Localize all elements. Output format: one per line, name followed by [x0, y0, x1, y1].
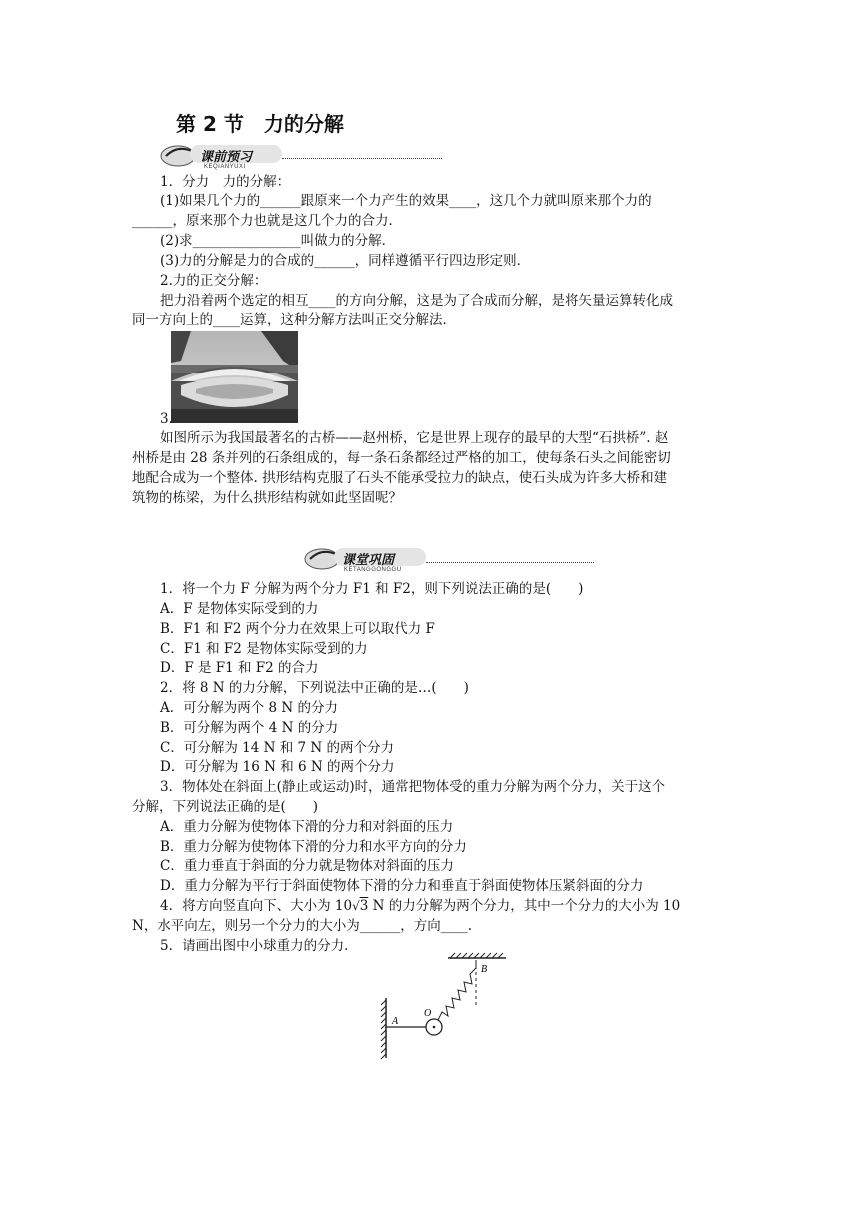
- option: B．F1 和 F2 两个分力在效果上可以取代力 F: [160, 621, 435, 637]
- preview-line: 把力沿着两个选定的相互____的方向分解，这是为了合成而分解，是将矢量运算转化成: [160, 293, 673, 309]
- label-b: B: [481, 964, 488, 975]
- preview-line: 州桥是由 28 条并列的石条组成的，每一条石条都经过严格的加工，使每条石头之间能密切: [132, 450, 671, 466]
- ball-spring-figure: [372, 950, 522, 1062]
- option: D．重力分解为平行于斜面使物体下滑的分力和垂直于斜面使物体压紧斜面的分力: [160, 878, 644, 894]
- question: 2．将 8 N 的力分解，下列说法中正确的是…( ): [160, 680, 469, 696]
- option: A．F 是物体实际受到的力: [160, 601, 319, 617]
- question-cont: 分解，下列说法正确的是( ): [132, 799, 319, 815]
- section-banner-preview: [160, 142, 450, 170]
- option: C．重力垂直于斜面的分力就是物体对斜面的压力: [160, 858, 454, 874]
- question: 4．将方向竖直向下、大小为 10√3 N 的力分解为两个分力，其中一个分力的大小为 10: [160, 898, 681, 914]
- question: 1．将一个力 F 分解为两个分力 F1 和 F2，则下列说法正确的是( ): [160, 581, 584, 597]
- question-cont: N，水平向左，则另一个分力的大小为______，方向____.: [132, 918, 473, 934]
- option: C．F1 和 F2 是物体实际受到的力: [160, 641, 368, 657]
- banner-quiz-pinyin: KETANGGONGGU: [344, 567, 402, 573]
- banner-quiz-text: 课堂巩固: [342, 553, 395, 568]
- label-o: O: [424, 1008, 432, 1019]
- option: D．F 是 F1 和 F2 的合力: [160, 660, 319, 676]
- preview-line: 同一方向上的____运算，这种分解方法叫正交分解法．: [132, 312, 456, 328]
- option: C．可分解为 14 N 和 7 N 的两个分力: [160, 740, 394, 756]
- preview-line: (1)如果几个力的______跟原来一个力产生的效果____，这几个力就叫原来那个力的: [160, 193, 652, 209]
- preview-line: ______，原来那个力也就是这几个力的合力．: [132, 213, 402, 229]
- banner-preview-text: 课前预习: [200, 150, 253, 165]
- page-title: 第 2 节 力的分解: [176, 112, 344, 136]
- preview-line: 如图所示为我国最著名的古桥——赵州桥，它是世界上现存的最早的大型“石拱桥”. 赵: [160, 430, 669, 446]
- label-a: A: [392, 1016, 399, 1027]
- option: B．重力分解为使物体下滑的分力和水平方向的分力: [160, 839, 467, 855]
- preview-line: (3)力的分解是力的合成的______，同样遵循平行四边形定则．: [160, 253, 531, 269]
- option: D．可分解为 16 N 和 6 N 的两个分力: [160, 759, 395, 775]
- banner-preview-pinyin: KEQIANYUXI: [204, 164, 246, 170]
- preview-line: (2)求________________叫做力的分解．: [160, 233, 396, 249]
- question: 3．物体处在斜面上(静止或运动)时，通常把物体受的重力分解为两个分力，关于这个: [160, 779, 666, 795]
- preview-line: 筑物的栋梁，为什么拱形结构就如此坚固呢？: [132, 490, 402, 506]
- preview-line: 1．分力 力的分解：: [160, 174, 291, 190]
- question: 5．请画出图中小球重力的分力．: [160, 938, 358, 954]
- preview-line: 地配合成为一个整体. 拱形结构克服了石头不能承受拉力的缺点，使石头成为许多大桥和建: [132, 470, 668, 486]
- option: A．可分解为两个 8 N 的分力: [160, 700, 339, 716]
- preview-line: 2.力的正交分解：: [160, 273, 268, 289]
- option: A．重力分解为使物体下滑的分力和对斜面的压力: [160, 819, 454, 835]
- preview-line: 3.: [160, 411, 173, 427]
- option: B．可分解为两个 4 N 的分力: [160, 720, 339, 736]
- zhaozhou-bridge-photo: [171, 331, 298, 423]
- section-banner-quiz: [304, 545, 596, 573]
